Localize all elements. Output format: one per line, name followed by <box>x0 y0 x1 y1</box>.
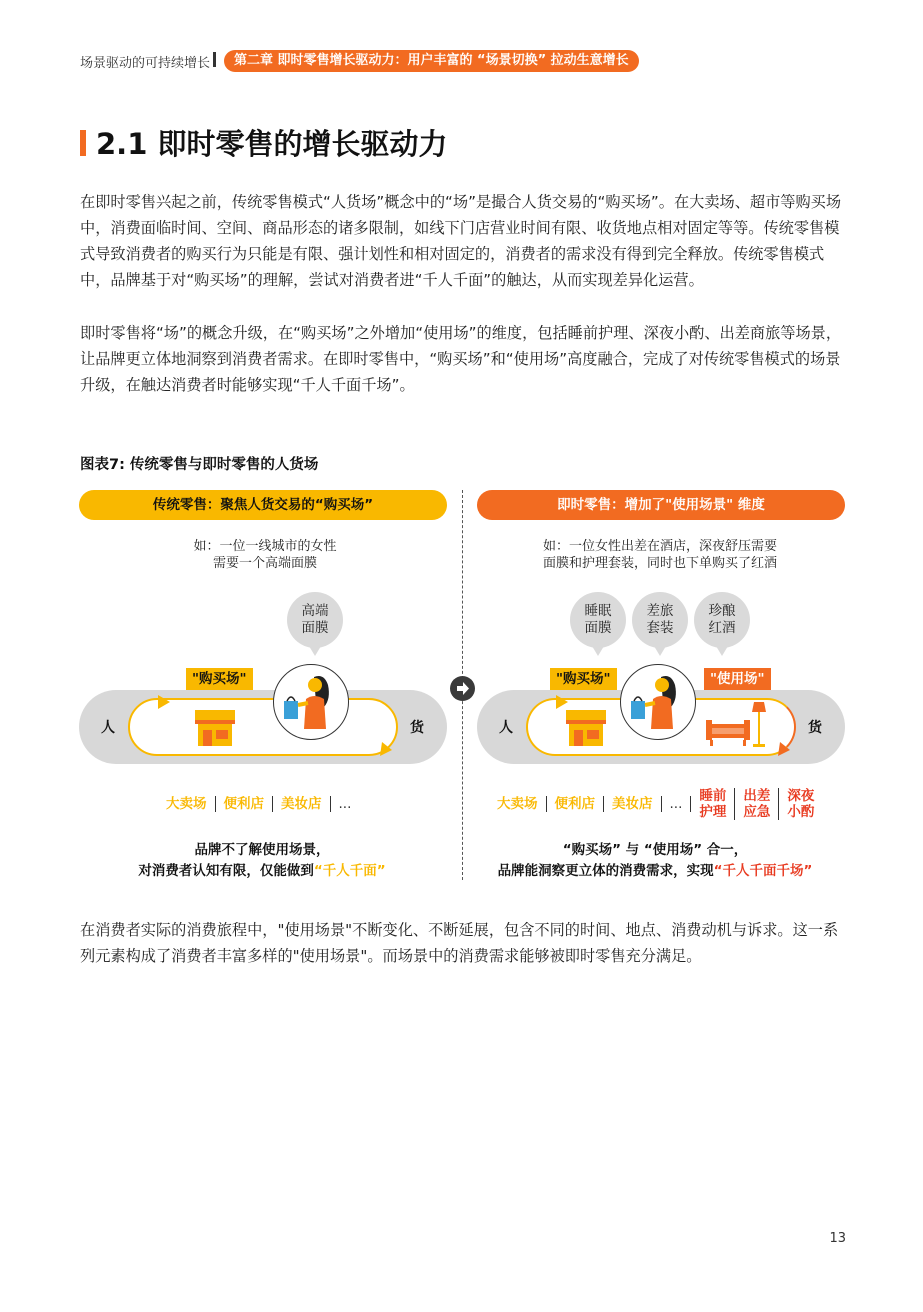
right-example-text: 如：一位女性出差在酒店，深夜舒压需要 面膜和护理套装，同时也下单购买了红酒 <box>542 539 777 571</box>
right-store-item: 美妆店 <box>604 796 662 812</box>
transition-arrow-button <box>450 676 475 701</box>
right-store-list <box>489 788 822 820</box>
section-title-bar <box>80 130 86 156</box>
paragraph-3: 在消费者实际的消费旅程中，"使用场景"不断变化、不断延展，包含不同的时间、地点、消费动机与诉求。这一系列元素构成了消费者丰富多样的"使用场景"。而场景中的消费需求能够被即时零售充分满足。 <box>80 921 839 965</box>
left-node-person: 人 <box>101 720 115 736</box>
bubble-label: 高端 面膜 <box>301 603 329 636</box>
left-conclusion-line2-wrap <box>92 861 432 882</box>
left-conclusion-line1: 品牌不了解使用场景， <box>194 842 330 858</box>
right-conclusion-highlight: “千人千面千场” <box>713 863 813 879</box>
right-scene-item: 出差 应急 <box>735 788 779 820</box>
left-example-text: 如：一位一线城市的女性 需要一个高端面膜 <box>193 539 337 571</box>
arrow-right-icon <box>450 676 475 701</box>
right-bubble-travel-kit <box>632 592 688 648</box>
right-store-item: ... <box>662 796 692 812</box>
right-loop-arrows <box>526 690 806 764</box>
section-title: 2.1 即时零售的增长驱动力 <box>96 127 448 161</box>
left-conclusion-line2: 对消费者认知有限，仅能做到 <box>138 863 314 879</box>
right-tag-buy: "购买场" <box>550 668 617 690</box>
left-store-item: ... <box>338 796 352 812</box>
left-tag-buy: "购买场" <box>186 668 253 690</box>
header-chapter-pill: 第二章 即时零售增长驱动力：用户丰富的 “场景切换” 拉动生意增长 <box>224 50 639 72</box>
paragraph-1: 在即时零售兴起之前，传统零售模式“人货场”概念中的“场”是撮合人货交易的“购买场”。在大卖场、超市等购买场中，消费面临时间、空间、商品形态的诸多限制，如线下门店营业时间有限、收货地点相对固定等等。传统零售模式导致消费者的购买行为只能是有限、强计划性和相对固定的，消费者的需求没有得到完全释放。传统零售模式中，品牌基于对“购买场”的理解，尝试对消费者进“千人千面”的触达，从而实现差异化运营。 <box>80 193 842 289</box>
paragraph-2: 即时零售将“场”的概念升级，在“购买场”之外增加“使用场”的维度，包括睡前护理、深夜小酌、出差商旅等场景，让品牌更立体地洞察到消费者需求。在即时零售中，“购买场”和“使用场”高度融合，完成了对传统零售模式的场景升级，在触达消费者时能够实现“千人千面千场”。 <box>80 324 842 394</box>
left-node-goods: 货 <box>410 720 424 736</box>
right-tag-use: "使用场" <box>704 668 771 690</box>
left-store-item: 美妆店 <box>273 796 331 812</box>
right-node-goods: 货 <box>808 720 822 736</box>
left-conclusion <box>92 840 432 882</box>
figure-title: 图表7: 传统零售与即时零售的人货场 <box>80 457 319 473</box>
left-store-item: 大卖场 <box>158 796 216 812</box>
right-conclusion <box>470 840 840 882</box>
right-scene-item: 睡前 护理 <box>691 788 735 820</box>
right-conclusion-line1: “购买场” 与 “使用场” 合一， <box>562 842 748 858</box>
left-loop-arrows <box>128 690 408 764</box>
left-panel-header: 传统零售：聚焦人货交易的“购买场” <box>79 490 447 520</box>
right-conclusion-line2: 品牌能洞察更立体的消费需求，实现 <box>497 863 714 879</box>
left-store-list <box>158 788 359 820</box>
left-conclusion-highlight: “千人千面” <box>313 863 386 879</box>
right-store-item: 便利店 <box>547 796 605 812</box>
header-book-title: 场景驱动的可持续增长 <box>80 56 211 71</box>
left-bubble-facemask <box>287 592 343 648</box>
right-conclusion-line2-wrap <box>470 861 840 882</box>
right-scene-item: 深夜 小酌 <box>787 788 815 820</box>
left-store-item: 便利店 <box>216 796 274 812</box>
right-bubble-wine <box>694 592 750 648</box>
page-number: 13 <box>829 1231 846 1246</box>
bubble-label: 珍酿 红酒 <box>708 603 736 636</box>
bubble-label: 睡眠 面膜 <box>584 603 612 636</box>
right-panel-header: 即时零售：增加了"使用场景" 维度 <box>477 490 845 520</box>
right-bubble-sleep-mask <box>570 592 626 648</box>
header-separator <box>213 52 216 67</box>
right-node-person: 人 <box>499 720 513 736</box>
bubble-label: 差旅 套装 <box>646 603 674 636</box>
right-store-item: 大卖场 <box>489 796 547 812</box>
